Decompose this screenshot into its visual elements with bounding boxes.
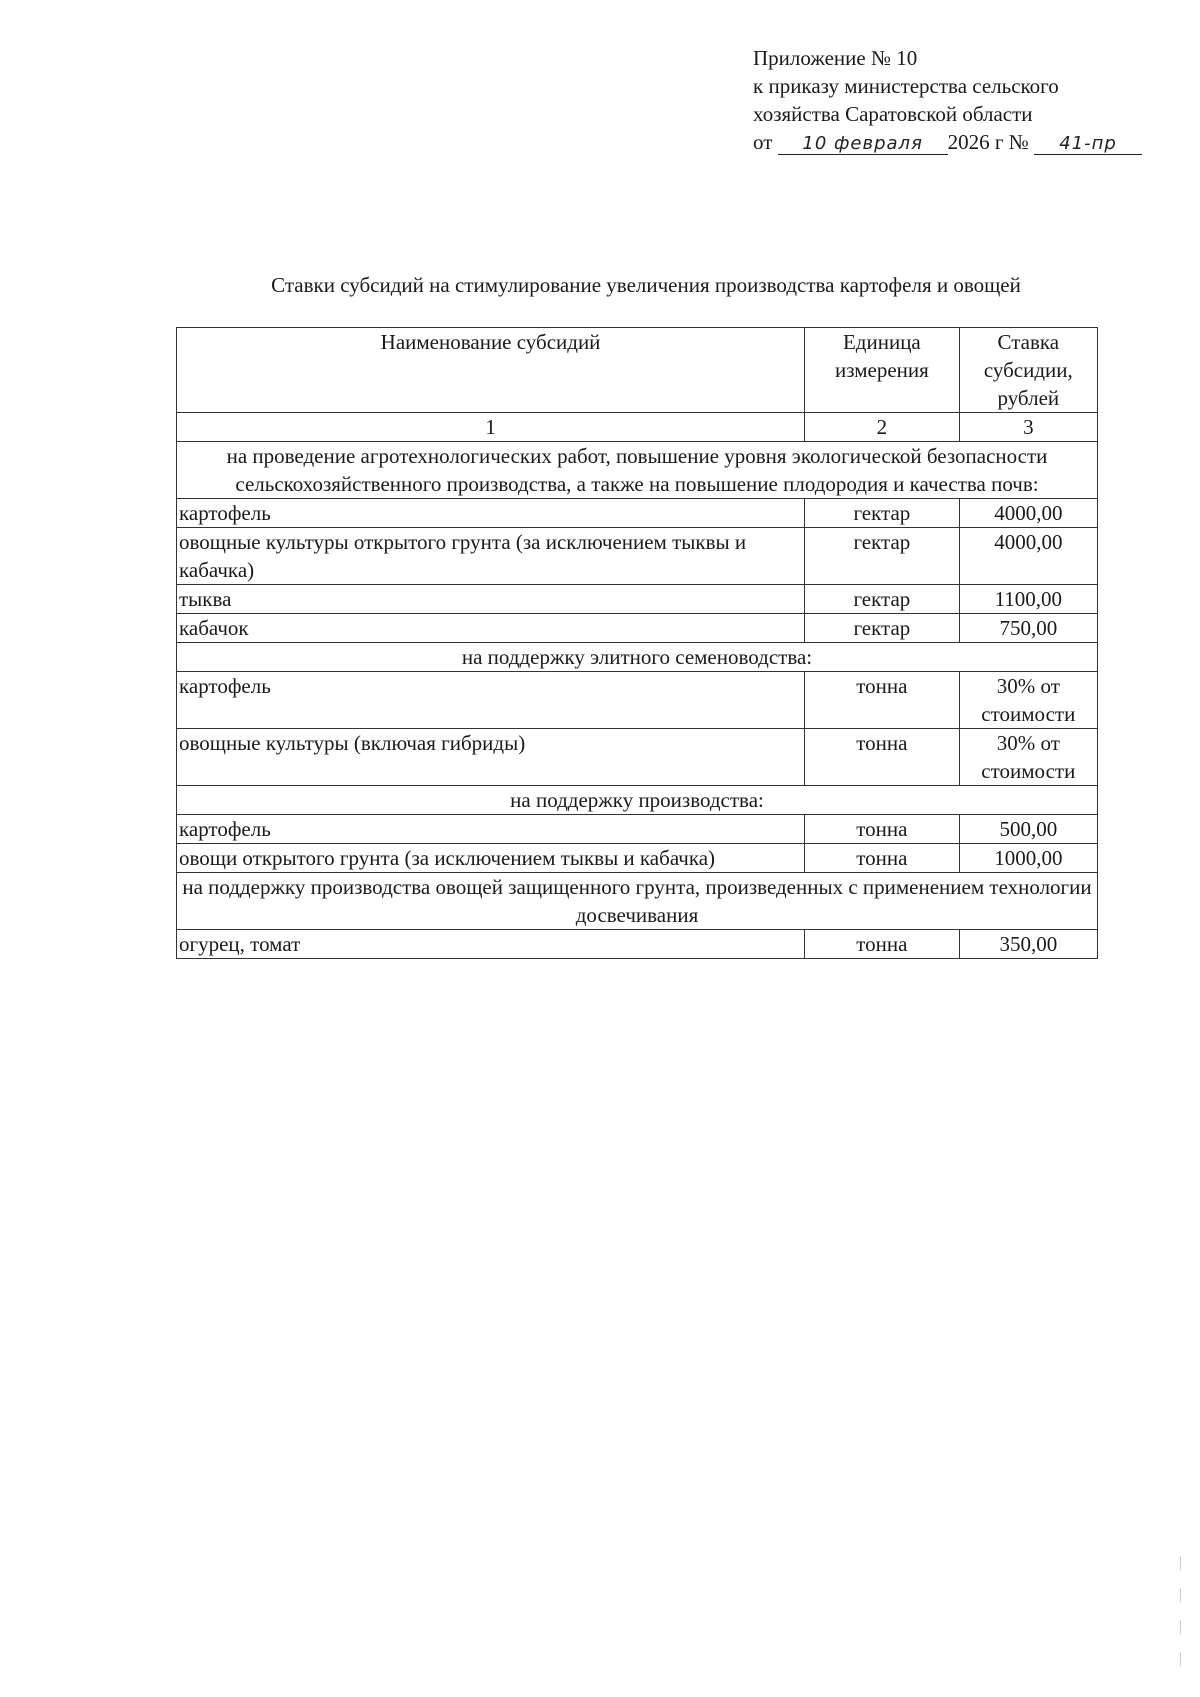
header-unit: Единица измерения (805, 328, 960, 413)
subsidy-name: картофель (177, 499, 805, 528)
rate-cell: 750,00 (959, 614, 1097, 643)
unit-cell: тонна (805, 930, 960, 959)
table-row (177, 815, 1098, 844)
unit-cell: тонна (805, 672, 960, 729)
appendix-header (753, 44, 1173, 156)
table-row (177, 528, 1098, 585)
section-header-row (177, 442, 1098, 499)
subsidy-name: овощи открытого грунта (за исключением тыквы и кабачка) (177, 844, 805, 873)
unit-cell: тонна (805, 844, 960, 873)
unit-cell: гектар (805, 528, 960, 585)
rate-cell: 1100,00 (959, 585, 1097, 614)
unit-cell: тонна (805, 815, 960, 844)
rate-cell: 30% от стоимости (959, 672, 1097, 729)
section-header-row (177, 786, 1098, 815)
section-title: на проведение агротехнологических работ, повышение уровня экологической безопасности сельскохозяйственного производства, а также на повышение плодородия и качества почв: (177, 442, 1098, 499)
subsidy-name: тыква (177, 585, 805, 614)
column-number: 3 (959, 413, 1097, 442)
appendix-number: Приложение № 10 (753, 46, 918, 70)
order-date-line (753, 128, 1173, 156)
section-header-row (177, 643, 1098, 672)
subsidy-name: овощные культуры открытого грунта (за исключением тыквы и кабачка) (177, 528, 805, 585)
table-row (177, 585, 1098, 614)
table-row (177, 499, 1098, 528)
rate-cell: 4000,00 (959, 528, 1097, 585)
handwritten-date: 10 февраля (778, 134, 948, 155)
subsidy-rates-table (176, 327, 1098, 959)
order-reference-line: к приказу министерства сельского (753, 74, 1059, 98)
unit-cell: тонна (805, 729, 960, 786)
subsidy-name: овощные культуры (включая гибриды) (177, 729, 805, 786)
unit-cell: гектар (805, 585, 960, 614)
rate-cell: 4000,00 (959, 499, 1097, 528)
document-title: Ставки субсидий на стимулирование увеличения производства картофеля и овощей (271, 273, 1021, 297)
column-number-row (177, 413, 1098, 442)
section-title: на поддержку производства: (177, 786, 1098, 815)
rate-cell: 1000,00 (959, 844, 1097, 873)
subsidy-name: огурец, томат (177, 930, 805, 959)
order-year: 2026 г № (947, 130, 1029, 154)
rate-cell: 500,00 (959, 815, 1097, 844)
rate-cell: 350,00 (959, 930, 1097, 959)
scan-artifact (1180, 1652, 1181, 1666)
table-row (177, 614, 1098, 643)
section-title: на поддержку элитного семеноводства: (177, 643, 1098, 672)
date-prefix: от (753, 130, 773, 154)
table-row (177, 729, 1098, 786)
column-number: 1 (177, 413, 805, 442)
header-rate: Ставка субсидии, рублей (959, 328, 1097, 413)
subsidy-name: кабачок (177, 614, 805, 643)
unit-cell: гектар (805, 614, 960, 643)
unit-cell: гектар (805, 499, 960, 528)
subsidy-name: картофель (177, 815, 805, 844)
rate-cell: 30% от стоимости (959, 729, 1097, 786)
column-number: 2 (805, 413, 960, 442)
subsidy-name: картофель (177, 672, 805, 729)
header-subsidy-name: Наименование субсидий (177, 328, 805, 413)
table-row (177, 844, 1098, 873)
section-header-row (177, 873, 1098, 930)
table-header-row (177, 328, 1098, 413)
handwritten-order-number: 41-пр (1034, 134, 1142, 155)
scan-artifact (1180, 1620, 1181, 1634)
scan-artifact (1180, 1588, 1181, 1602)
table-row (177, 672, 1098, 729)
scan-artifact (1180, 1556, 1181, 1570)
table-row (177, 930, 1098, 959)
ministry-line: хозяйства Саратовской области (753, 102, 1033, 126)
section-title: на поддержку производства овощей защищенного грунта, произведенных с применением технологии досвечивания (177, 873, 1098, 930)
